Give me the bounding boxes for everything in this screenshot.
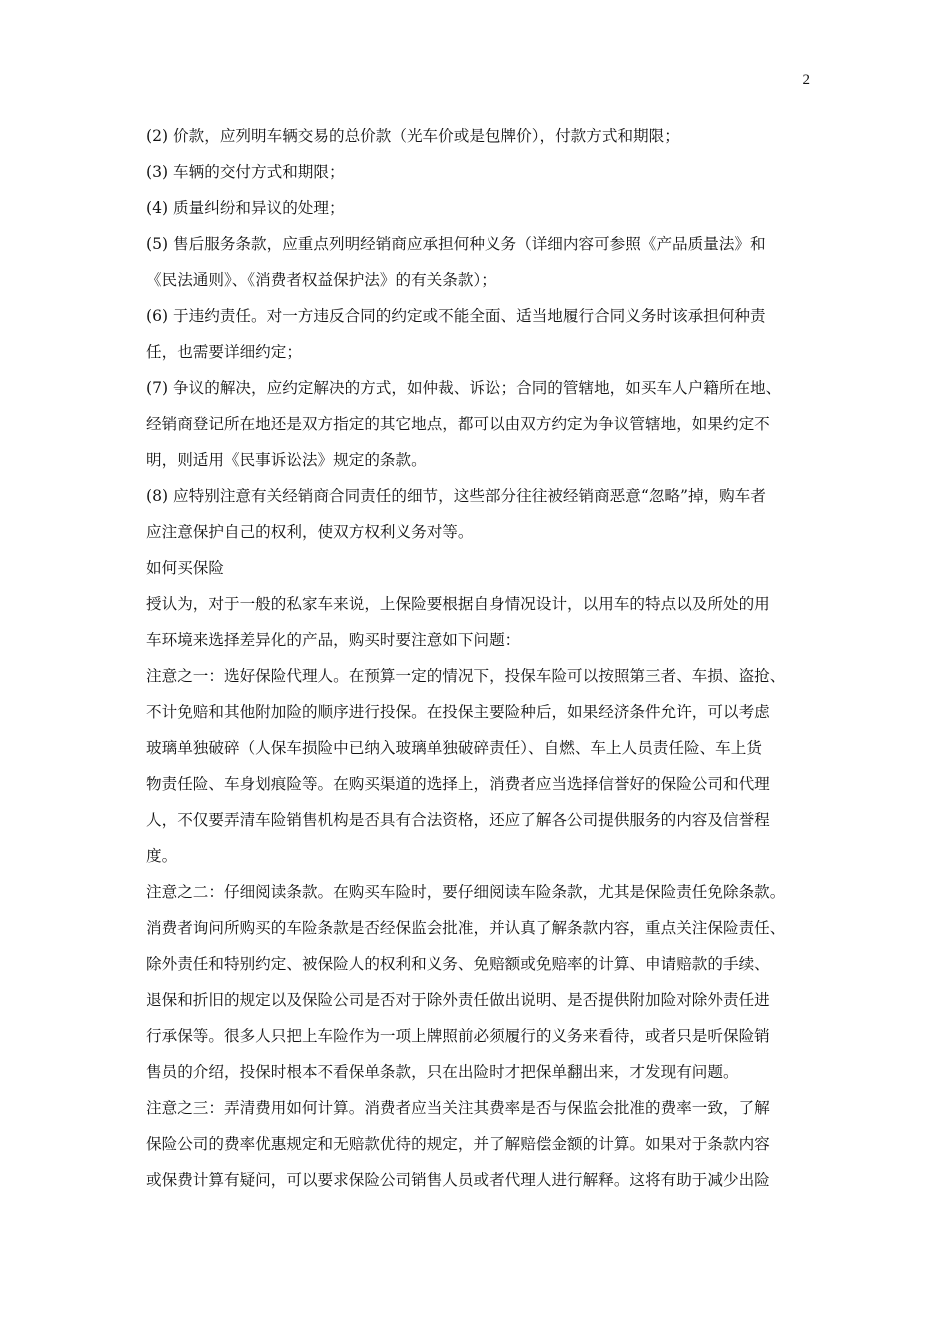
text-line: (8) 应特别注意有关经销商合同责任的细节，这些部分往往被经销商恶意“忽略”掉，购车者	[146, 487, 766, 505]
text-line: 不计免赔和其他附加险的顺序进行投保。在投保主要险种后，如果经济条件允许，可以考虑	[146, 703, 770, 721]
text-line: (6) 于违约责任。对一方违反合同的约定或不能全面、适当地履行合同义务时该承担何种责	[146, 307, 766, 325]
text-line: 授认为，对于一般的私家车来说，上保险要根据自身情况设计，以用车的特点以及所处的用	[146, 595, 770, 613]
text-line: (4) 质量纠纷和异议的处理；	[146, 199, 345, 217]
text-line: 除外责任和特别约定、被保险人的权利和义务、免赔额或免赔率的计算、申请赔款的手续、	[146, 955, 770, 973]
text-line: 应注意保护自己的权利，使双方权利义务对等。	[146, 523, 474, 541]
text-line: 如何买保险	[146, 559, 224, 577]
text-line: 任，也需要详细约定；	[146, 343, 302, 361]
text-line: 经销商登记所在地还是双方指定的其它地点，都可以由双方约定为争议管辖地，如果约定不	[146, 415, 770, 433]
text-line: 退保和折旧的规定以及保险公司是否对于除外责任做出说明、是否提供附加险对除外责任进	[146, 991, 770, 1009]
text-line: 明，则适用《民事诉讼法》规定的条款。	[146, 451, 427, 469]
text-line: 注意之一：选好保险代理人。在预算一定的情况下，投保车险可以按照第三者、车损、盗抢、	[146, 667, 786, 685]
text-line: 注意之二：仔细阅读条款。在购买车险时，要仔细阅读车险条款，尤其是保险责任免除条款。	[146, 883, 786, 901]
text-line: 消费者询问所购买的车险条款是否经保监会批准，并认真了解条款内容，重点关注保险责任、	[146, 919, 786, 937]
text-line: 度。	[146, 847, 178, 865]
document-body	[146, 118, 808, 1198]
text-line: 物责任险、车身划痕险等。在购买渠道的选择上，消费者应当选择信誉好的保险公司和代理	[146, 775, 770, 793]
text-line: (2) 价款，应列明车辆交易的总价款（光车价或是包牌价），付款方式和期限；	[146, 127, 680, 145]
text-line: 售员的介绍，投保时根本不看保单条款，只在出险时才把保单翻出来，才发现有问题。	[146, 1063, 739, 1081]
text-line: 注意之三：弄清费用如何计算。消费者应当关注其费率是否与保监会批准的费率一致，了解	[146, 1099, 770, 1117]
text-line: 行承保等。很多人只把上车险作为一项上牌照前必须履行的义务来看待，或者只是听保险销	[146, 1027, 770, 1045]
text-line: 或保费计算有疑问，可以要求保险公司销售人员或者代理人进行解释。这将有助于减少出险	[146, 1171, 770, 1189]
text-line: (5) 售后服务条款，应重点列明经销商应承担何种义务（详细内容可参照《产品质量法》和	[146, 235, 766, 253]
text-line: 《民法通则》、《消费者权益保护法》的有关条款）；	[146, 271, 497, 289]
text-line: 保险公司的费率优惠规定和无赔款优待的规定，并了解赔偿金额的计算。如果对于条款内容	[146, 1135, 770, 1153]
text-line: 人，不仅要弄清车险销售机构是否具有合法资格，还应了解各公司提供服务的内容及信誉程	[146, 811, 770, 829]
text-line: (7) 争议的解决，应约定解决的方式，如仲裁、诉讼；合同的管辖地，如买车人户籍所在地、	[146, 379, 782, 397]
text-line: (3) 车辆的交付方式和期限；	[146, 163, 345, 181]
page-number: 2	[802, 72, 810, 88]
text-line: 玻璃单独破碎（人保车损险中已纳入玻璃单独破碎责任）、自燃、车上人员责任险、车上货	[146, 739, 762, 757]
text-line: 车环境来选择差异化的产品，购买时要注意如下问题：	[146, 631, 521, 649]
